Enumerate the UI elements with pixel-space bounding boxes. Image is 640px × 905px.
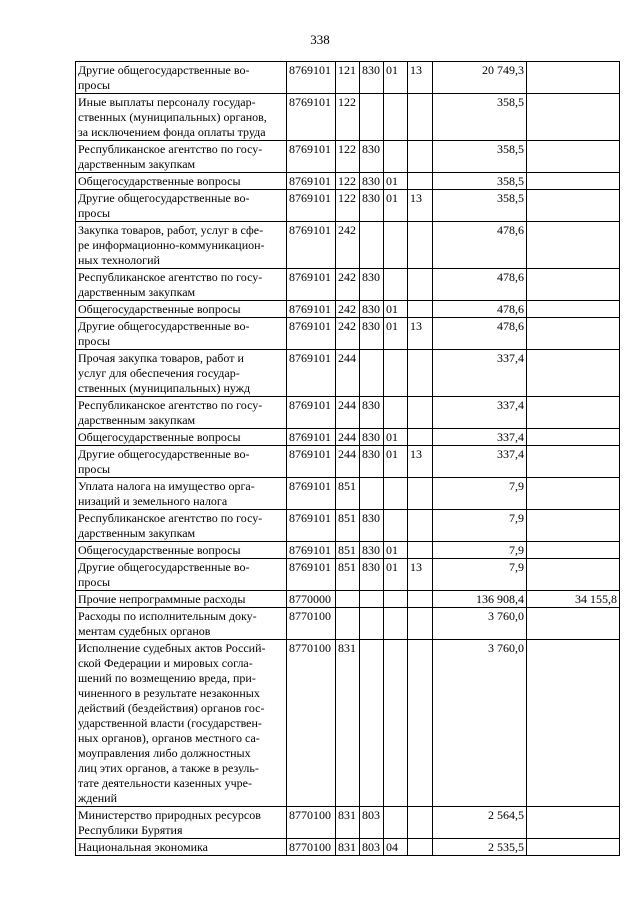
- row-name: Другие общегосударственные во- просы: [76, 62, 287, 94]
- amount: 358,5: [433, 190, 527, 222]
- expense-type-code: 121: [336, 62, 360, 94]
- administrator-code: [360, 350, 384, 397]
- amount: 478,6: [433, 222, 527, 269]
- amount: 3 760,0: [433, 608, 527, 640]
- expense-type-code: 831: [336, 839, 360, 856]
- amount: 358,5: [433, 94, 527, 141]
- row-name: Общегосударственные вопросы: [76, 173, 287, 190]
- section-code: [384, 141, 408, 173]
- expense-type-code: 851: [336, 510, 360, 542]
- subsection-code: [408, 94, 433, 141]
- amount: 337,4: [433, 446, 527, 478]
- expense-type-code: 122: [336, 173, 360, 190]
- target-article-code: 8769101: [287, 141, 336, 173]
- amount-secondary: [527, 446, 620, 478]
- subsection-code: [408, 301, 433, 318]
- target-article-code: 8769101: [287, 301, 336, 318]
- table-row: [76, 397, 620, 429]
- target-article-code: 8769101: [287, 542, 336, 559]
- section-code: [384, 478, 408, 510]
- row-name: Исполнение судебных актов Россий- ской Федерации и мировых согла- шений по возмещению вреда, при- чиненного в результате незаконных действий (бездействия) органов гос- ударственной власти (государствен- ных органов), органов местного са- моуправления либо должностных лиц этих органов, а также в резуль- тате деятельности казенных учре- ждений: [76, 640, 287, 807]
- table-row: [76, 301, 620, 318]
- administrator-code: 830: [360, 62, 384, 94]
- table-row: [76, 94, 620, 141]
- target-article-code: 8770000: [287, 591, 336, 608]
- subsection-code: [408, 269, 433, 301]
- amount: 20 749,3: [433, 62, 527, 94]
- table-row: [76, 591, 620, 608]
- amount-secondary: [527, 839, 620, 856]
- expense-type-code: 242: [336, 222, 360, 269]
- amount-secondary: [527, 608, 620, 640]
- row-name: Республиканское агентство по госу- дарственным закупкам: [76, 397, 287, 429]
- section-code: [384, 350, 408, 397]
- section-code: 01: [384, 542, 408, 559]
- administrator-code: [360, 608, 384, 640]
- expense-type-code: 122: [336, 190, 360, 222]
- row-name: Республиканское агентство по госу- дарственным закупкам: [76, 141, 287, 173]
- table-row: [76, 807, 620, 839]
- table-row: [76, 141, 620, 173]
- subsection-code: [408, 397, 433, 429]
- table-row: [76, 318, 620, 350]
- administrator-code: 830: [360, 269, 384, 301]
- row-name: Другие общегосударственные во- просы: [76, 446, 287, 478]
- subsection-code: [408, 350, 433, 397]
- section-code: 01: [384, 173, 408, 190]
- expense-type-code: 851: [336, 559, 360, 591]
- expense-type-code: 851: [336, 478, 360, 510]
- amount: 3 760,0: [433, 640, 527, 807]
- row-name: Иные выплаты персоналу государ- ственных (муниципальных) органов, за исключением фонда оплаты труда: [76, 94, 287, 141]
- target-article-code: 8769101: [287, 269, 336, 301]
- subsection-code: 13: [408, 190, 433, 222]
- section-code: [384, 591, 408, 608]
- amount: 136 908,4: [433, 591, 527, 608]
- expense-type-code: 831: [336, 640, 360, 807]
- amount-secondary: [527, 807, 620, 839]
- section-code: 01: [384, 446, 408, 478]
- table-row: [76, 542, 620, 559]
- page-number: 338: [310, 32, 330, 47]
- expense-type-code: 244: [336, 397, 360, 429]
- row-name: Общегосударственные вопросы: [76, 301, 287, 318]
- expense-type-code: [336, 591, 360, 608]
- section-code: [384, 222, 408, 269]
- row-name: Общегосударственные вопросы: [76, 542, 287, 559]
- table-row: [76, 608, 620, 640]
- amount-secondary: [527, 397, 620, 429]
- section-code: 01: [384, 559, 408, 591]
- administrator-code: 830: [360, 542, 384, 559]
- table-row: [76, 350, 620, 397]
- amount-secondary: [527, 318, 620, 350]
- row-name: Прочие непрограммные расходы: [76, 591, 287, 608]
- expense-type-code: [336, 608, 360, 640]
- row-name: Республиканское агентство по госу- дарственным закупкам: [76, 269, 287, 301]
- section-code: [384, 510, 408, 542]
- expense-type-code: 242: [336, 318, 360, 350]
- section-code: [384, 608, 408, 640]
- target-article-code: 8770100: [287, 608, 336, 640]
- budget-table: [75, 61, 620, 856]
- section-code: [384, 640, 408, 807]
- amount: 2 535,5: [433, 839, 527, 856]
- target-article-code: 8769101: [287, 397, 336, 429]
- section-code: [384, 94, 408, 141]
- row-name: Общегосударственные вопросы: [76, 429, 287, 446]
- administrator-code: [360, 640, 384, 807]
- expense-type-code: 831: [336, 807, 360, 839]
- administrator-code: 830: [360, 397, 384, 429]
- row-name: Другие общегосударственные во- просы: [76, 190, 287, 222]
- row-name: Министерство природных ресурсов Республики Бурятия: [76, 807, 287, 839]
- amount-secondary: [527, 429, 620, 446]
- amount: 358,5: [433, 173, 527, 190]
- subsection-code: [408, 478, 433, 510]
- administrator-code: [360, 222, 384, 269]
- table-row: [76, 446, 620, 478]
- amount-secondary: [527, 542, 620, 559]
- target-article-code: 8769101: [287, 559, 336, 591]
- subsection-code: [408, 510, 433, 542]
- administrator-code: 830: [360, 318, 384, 350]
- subsection-code: [408, 591, 433, 608]
- table-row: [76, 190, 620, 222]
- administrator-code: 830: [360, 446, 384, 478]
- administrator-code: [360, 478, 384, 510]
- table-row: [76, 640, 620, 807]
- administrator-code: [360, 94, 384, 141]
- target-article-code: 8769101: [287, 429, 336, 446]
- subsection-code: [408, 173, 433, 190]
- expense-type-code: 244: [336, 446, 360, 478]
- target-article-code: 8769101: [287, 173, 336, 190]
- amount-secondary: [527, 640, 620, 807]
- section-code: 01: [384, 301, 408, 318]
- row-name: Другие общегосударственные во- просы: [76, 318, 287, 350]
- expense-type-code: 851: [336, 542, 360, 559]
- administrator-code: 830: [360, 173, 384, 190]
- table-row: [76, 222, 620, 269]
- section-code: 01: [384, 62, 408, 94]
- expense-type-code: 122: [336, 94, 360, 141]
- subsection-code: 13: [408, 318, 433, 350]
- administrator-code: 830: [360, 510, 384, 542]
- amount-secondary: [527, 350, 620, 397]
- subsection-code: [408, 640, 433, 807]
- administrator-code: 803: [360, 807, 384, 839]
- amount: 337,4: [433, 350, 527, 397]
- amount-secondary: [527, 190, 620, 222]
- target-article-code: 8769101: [287, 190, 336, 222]
- amount-secondary: 34 155,8: [527, 591, 620, 608]
- amount: 7,9: [433, 510, 527, 542]
- amount: 337,4: [433, 397, 527, 429]
- administrator-code: 830: [360, 559, 384, 591]
- row-name: Уплата налога на имущество орга- низаций и земельного налога: [76, 478, 287, 510]
- administrator-code: [360, 591, 384, 608]
- amount-secondary: [527, 62, 620, 94]
- administrator-code: 803: [360, 839, 384, 856]
- subsection-code: 13: [408, 559, 433, 591]
- expense-type-code: 244: [336, 350, 360, 397]
- amount-secondary: [527, 173, 620, 190]
- row-name: Национальная экономика: [76, 839, 287, 856]
- expense-type-code: 122: [336, 141, 360, 173]
- table-row: [76, 269, 620, 301]
- target-article-code: 8769101: [287, 350, 336, 397]
- row-name: Прочая закупка товаров, работ и услуг для обеспечения государ- ственных (муниципальных) нужд: [76, 350, 287, 397]
- target-article-code: 8769101: [287, 446, 336, 478]
- table-row: [76, 62, 620, 94]
- section-code: [384, 397, 408, 429]
- administrator-code: 830: [360, 301, 384, 318]
- table-row: [76, 510, 620, 542]
- subsection-code: 13: [408, 62, 433, 94]
- row-name: Расходы по исполнительным доку- ментам судебных органов: [76, 608, 287, 640]
- subsection-code: [408, 807, 433, 839]
- target-article-code: 8770100: [287, 839, 336, 856]
- amount-secondary: [527, 559, 620, 591]
- subsection-code: [408, 608, 433, 640]
- subsection-code: 13: [408, 446, 433, 478]
- amount-secondary: [527, 510, 620, 542]
- table-row: [76, 478, 620, 510]
- target-article-code: 8769101: [287, 222, 336, 269]
- section-code: 01: [384, 429, 408, 446]
- subsection-code: [408, 141, 433, 173]
- expense-type-code: 244: [336, 429, 360, 446]
- target-article-code: 8769101: [287, 318, 336, 350]
- budget-table-body: [76, 62, 620, 856]
- amount-secondary: [527, 269, 620, 301]
- subsection-code: [408, 429, 433, 446]
- table-row: [76, 429, 620, 446]
- target-article-code: 8769101: [287, 510, 336, 542]
- amount: 7,9: [433, 542, 527, 559]
- section-code: 01: [384, 190, 408, 222]
- target-article-code: 8769101: [287, 94, 336, 141]
- amount: 7,9: [433, 478, 527, 510]
- amount-secondary: [527, 222, 620, 269]
- table-row: [76, 839, 620, 856]
- amount: 478,6: [433, 318, 527, 350]
- target-article-code: 8769101: [287, 478, 336, 510]
- row-name: Республиканское агентство по госу- дарственным закупкам: [76, 510, 287, 542]
- target-article-code: 8770100: [287, 640, 336, 807]
- expense-type-code: 242: [336, 269, 360, 301]
- subsection-code: [408, 839, 433, 856]
- subsection-code: [408, 542, 433, 559]
- amount-secondary: [527, 478, 620, 510]
- amount-secondary: [527, 301, 620, 318]
- amount-secondary: [527, 94, 620, 141]
- administrator-code: 830: [360, 190, 384, 222]
- target-article-code: 8769101: [287, 62, 336, 94]
- row-name: Закупка товаров, работ, услуг в сфе- ре информационно-коммуникацион- ных технологий: [76, 222, 287, 269]
- target-article-code: 8770100: [287, 807, 336, 839]
- amount-secondary: [527, 141, 620, 173]
- subsection-code: [408, 222, 433, 269]
- amount: 7,9: [433, 559, 527, 591]
- row-name: Другие общегосударственные во- просы: [76, 559, 287, 591]
- expense-type-code: 242: [336, 301, 360, 318]
- section-code: 01: [384, 318, 408, 350]
- table-row: [76, 173, 620, 190]
- amount: 358,5: [433, 141, 527, 173]
- amount: 2 564,5: [433, 807, 527, 839]
- amount: 337,4: [433, 429, 527, 446]
- section-code: [384, 269, 408, 301]
- administrator-code: 830: [360, 141, 384, 173]
- amount: 478,6: [433, 301, 527, 318]
- section-code: [384, 807, 408, 839]
- section-code: 04: [384, 839, 408, 856]
- administrator-code: 830: [360, 429, 384, 446]
- table-row: [76, 559, 620, 591]
- amount: 478,6: [433, 269, 527, 301]
